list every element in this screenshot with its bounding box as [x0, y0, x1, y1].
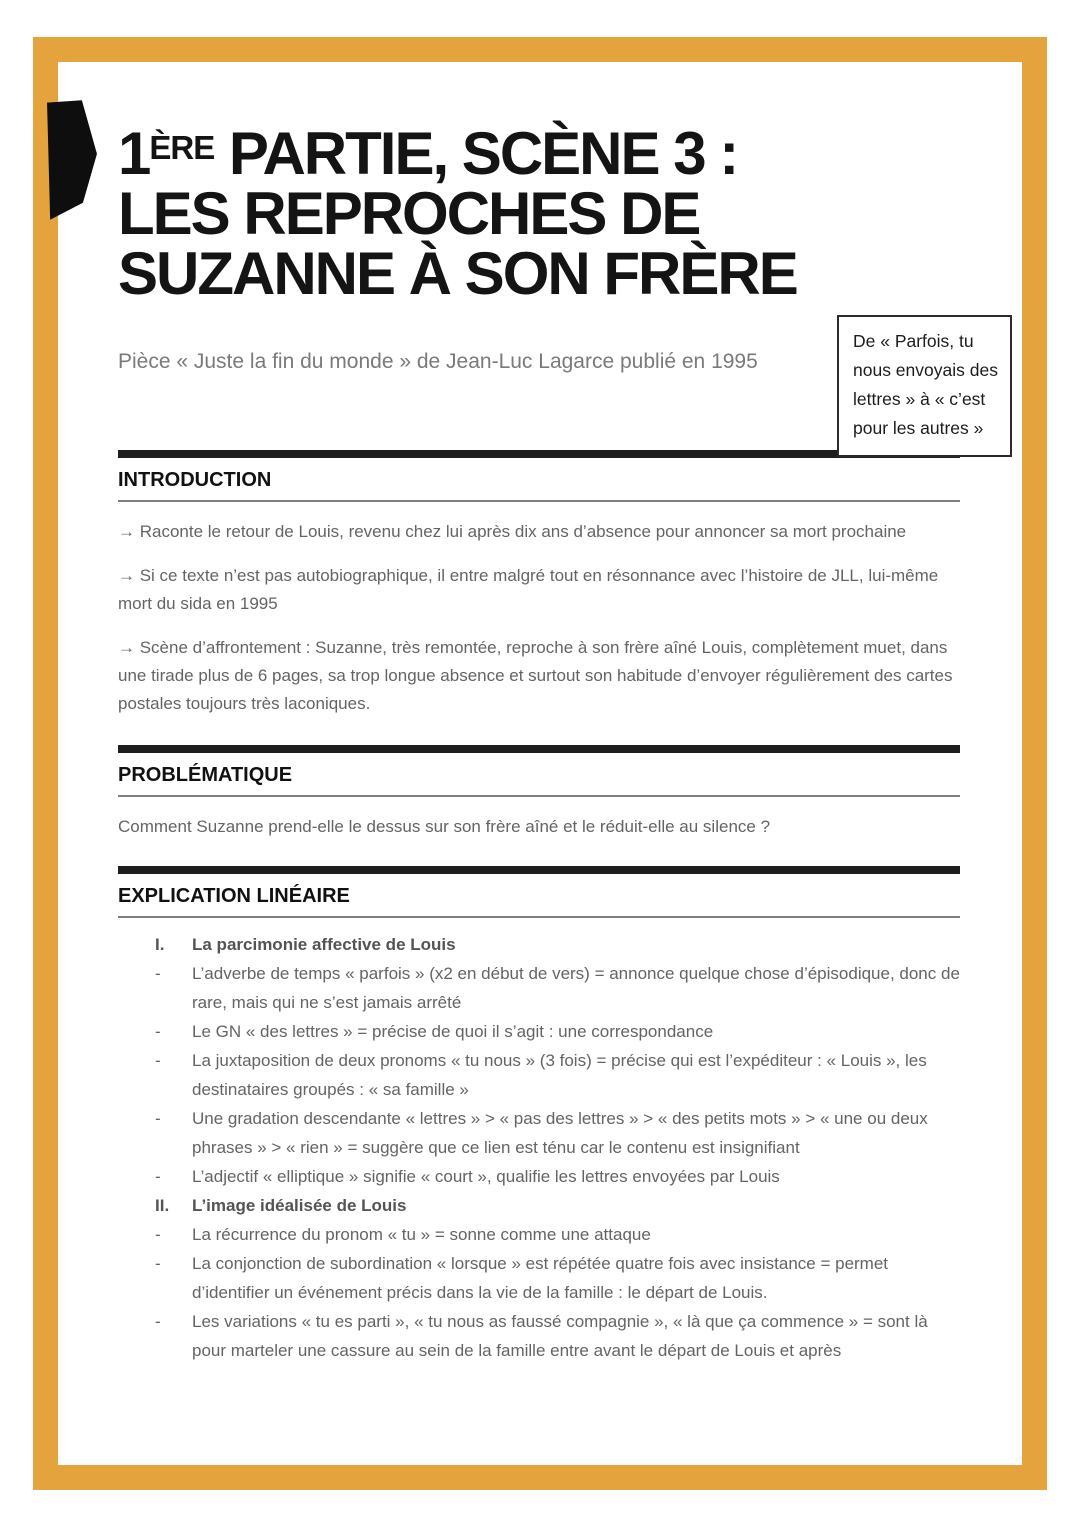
title-line-2: LES REPROCHES DE: [118, 179, 700, 247]
outline-item: [118, 1220, 960, 1249]
outline-text: Les variations « tu es parti », « tu nous as faussé compagnie », « là que ça commence » = sont là pour marteler une cassure au sein de la famille entre avant le départ de Louis et après: [192, 1311, 928, 1360]
outline-marker: -: [155, 1224, 161, 1244]
outline-text: La récurrence du pronom « tu » = sonne comme une attaque: [192, 1224, 651, 1244]
document-content: [118, 118, 960, 1365]
outline-marker: I.: [155, 934, 165, 954]
section-explication-lineaire: [118, 866, 960, 1365]
section-heading-explication: EXPLICATION LINÉAIRE: [118, 884, 350, 907]
outline-marker: -: [155, 1021, 161, 1041]
section-problematique: [118, 745, 960, 841]
outline-marker: -: [155, 1050, 161, 1070]
outline-heading-1: [118, 930, 960, 959]
outline-heading-2: [118, 1191, 960, 1220]
outline-text: Le GN « des lettres » = précise de quoi il s’agit : une correspondance: [192, 1021, 714, 1041]
outline-marker: -: [155, 963, 161, 983]
outline-text: L’adverbe de temps « parfois » (x2 en début de vers) = annonce quelque chose d’épisodique, donc de rare, mais qui ne s’est jamais arrêté: [192, 963, 960, 1012]
heading-underline: [118, 916, 960, 918]
outline-marker: -: [155, 1166, 161, 1186]
outline-item: [118, 1162, 960, 1191]
page-title: [118, 118, 960, 307]
outline-text: La juxtaposition de deux pronoms « tu nous » (3 fois) = précise qui est l’expéditeur : « Louis », les destinataires groupés : « sa famille »: [192, 1050, 927, 1099]
intro-paragraph-1: → Raconte le retour de Louis, revenu chez lui après dix ans d’absence pour annoncer sa mort prochaine: [118, 521, 907, 541]
section-top-rule: [118, 745, 960, 753]
outline-marker: -: [155, 1311, 161, 1331]
intro-paragraph-3: → Scène d’affrontement : Suzanne, très remontée, reproche à son frère aîné Louis, complètement muet, dans une tirade plus de 6 pages, sa trop longue absence et surtout son habitude d’envoyer régulièrement des cartes postales toujours très laconiques.: [118, 637, 953, 713]
section-heading-problematique: PROBLÉMATIQUE: [118, 763, 293, 786]
outline-item: [118, 1104, 960, 1162]
outline-text: Une gradation descendante « lettres » > « pas des lettres » > « des petits mots » > « une ou deux phrases » > « rien » = suggère que ce lien est ténu car le contenu est insignifiant: [192, 1108, 928, 1157]
outline-marker: -: [155, 1253, 161, 1273]
intro-paragraph-2: → Si ce texte n’est pas autobiographique, il entre malgré tout en résonnance avec l’histoire de JLL, lui-même mort du sida en 1995: [118, 565, 939, 613]
title-line-3: SUZANNE À SON FRÈRE: [118, 239, 797, 307]
outline-item: [118, 1307, 960, 1365]
outline-marker: -: [155, 1108, 161, 1128]
explication-outline: [118, 930, 960, 1365]
title-line-1: 1ÈRE PARTIE, SCÈNE 3 :: [118, 119, 738, 187]
heading-underline: [118, 500, 960, 502]
outline-text: L’adjectif « elliptique » signifie « court », qualifie les lettres envoyées par Louis: [192, 1166, 780, 1186]
outline-item: [118, 1249, 960, 1307]
section-heading-introduction: INTRODUCTION: [118, 468, 272, 491]
outline-item: [118, 959, 960, 1017]
section-top-rule: [118, 866, 960, 874]
outline-text: La parcimonie affective de Louis: [192, 934, 456, 954]
outline-text: L’image idéalisée de Louis: [192, 1195, 407, 1215]
outline-marker: II.: [155, 1195, 170, 1215]
outline-item: [118, 1046, 960, 1104]
work-subtitle: Pièce « Juste la fin du monde » de Jean-Luc Lagarce publié en 1995: [118, 349, 758, 373]
quote-range-note: De « Parfois, tu nous envoyais des lettres » à « c’est pour les autres »: [837, 315, 1012, 457]
section-introduction: [118, 450, 960, 718]
outline-item: [118, 1017, 960, 1046]
section-top-rule: [118, 450, 960, 458]
problematique-question: Comment Suzanne prend-elle le dessus sur son frère aîné et le réduit-elle au silence ?: [118, 816, 771, 836]
heading-underline: [118, 795, 960, 797]
title-ordinal-superscript: ÈRE: [149, 129, 215, 166]
outline-text: La conjonction de subordination « lorsque » est répétée quatre fois avec insistance = permet d’identifier un événement précis dans la vie de la famille : le départ de Louis.: [192, 1253, 889, 1302]
